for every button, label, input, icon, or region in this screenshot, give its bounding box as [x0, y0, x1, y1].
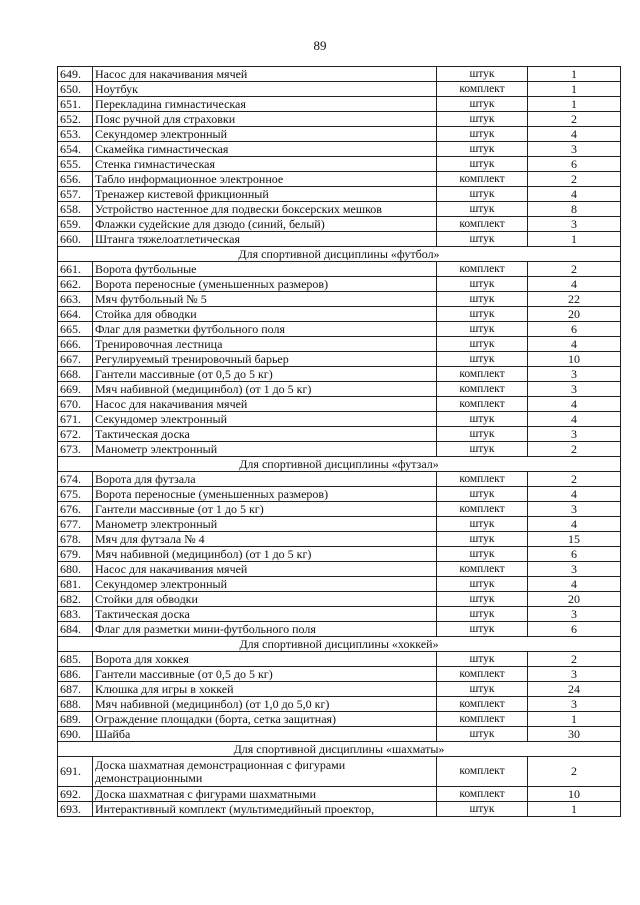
item-unit: комплект [437, 472, 528, 487]
item-unit: штук [437, 127, 528, 142]
item-name: Тренировочная лестница [93, 337, 437, 352]
item-unit: штук [437, 187, 528, 202]
table-row [58, 112, 621, 127]
item-unit: комплект [437, 367, 528, 382]
section-title: Для спортивной дисциплины «шахматы» [58, 742, 621, 757]
table-row [58, 442, 621, 457]
item-unit: штук [437, 682, 528, 697]
item-unit: штук [437, 427, 528, 442]
item-unit: штук [437, 607, 528, 622]
item-name: Гантели массивные (от 0,5 до 5 кг) [93, 367, 437, 382]
item-name: Тактическая доска [93, 427, 437, 442]
item-quantity: 3 [528, 667, 621, 682]
equipment-table [57, 66, 621, 817]
item-name: Ворота футбольные [93, 262, 437, 277]
item-name: Мяч набивной (медицинбол) (от 1,0 до 5,0 кг) [93, 697, 437, 712]
item-quantity: 4 [528, 277, 621, 292]
item-number: 691. [58, 757, 93, 787]
table-row [58, 127, 621, 142]
table-row [58, 97, 621, 112]
item-quantity: 6 [528, 322, 621, 337]
item-quantity: 3 [528, 382, 621, 397]
item-quantity: 4 [528, 487, 621, 502]
item-unit: штук [437, 592, 528, 607]
item-unit: штук [437, 142, 528, 157]
item-number: 686. [58, 667, 93, 682]
table-row [58, 502, 621, 517]
item-number: 692. [58, 787, 93, 802]
item-number: 667. [58, 352, 93, 367]
item-number: 672. [58, 427, 93, 442]
table-row [58, 292, 621, 307]
item-name: Секундомер электронный [93, 127, 437, 142]
item-quantity: 22 [528, 292, 621, 307]
item-number: 653. [58, 127, 93, 142]
table-row [58, 652, 621, 667]
item-name: Ворота для футзала [93, 472, 437, 487]
item-number: 687. [58, 682, 93, 697]
item-name: Флаг для разметки мини-футбольного поля [93, 622, 437, 637]
item-unit: штук [437, 112, 528, 127]
section-title: Для спортивной дисциплины «хоккей» [58, 637, 621, 652]
equipment-table-body [58, 67, 621, 817]
item-number: 652. [58, 112, 93, 127]
table-row [58, 667, 621, 682]
item-number: 650. [58, 82, 93, 97]
item-quantity: 1 [528, 712, 621, 727]
table-row [58, 157, 621, 172]
item-name: Секундомер электронный [93, 412, 437, 427]
item-unit: комплект [437, 667, 528, 682]
item-name: Тренажер кистевой фрикционный [93, 187, 437, 202]
item-number: 651. [58, 97, 93, 112]
item-unit: штук [437, 97, 528, 112]
table-row [58, 427, 621, 442]
item-name: Манометр электронный [93, 517, 437, 532]
item-unit: комплект [437, 502, 528, 517]
item-name: Табло информационное электронное [93, 172, 437, 187]
item-unit: штук [437, 232, 528, 247]
table-row [58, 307, 621, 322]
item-unit: штук [437, 292, 528, 307]
item-number: 685. [58, 652, 93, 667]
section-header-row [58, 457, 621, 472]
item-name: Насос для накачивания мячей [93, 67, 437, 82]
table-row [58, 517, 621, 532]
item-number: 680. [58, 562, 93, 577]
item-name: Пояс ручной для страховки [93, 112, 437, 127]
item-quantity: 1 [528, 97, 621, 112]
item-name: Регулируемый тренировочный барьер [93, 352, 437, 367]
item-unit: штук [437, 487, 528, 502]
item-unit: комплект [437, 82, 528, 97]
section-header-row [58, 742, 621, 757]
item-unit: штук [437, 322, 528, 337]
table-row [58, 487, 621, 502]
table-row [58, 547, 621, 562]
item-quantity: 3 [528, 427, 621, 442]
item-quantity: 4 [528, 187, 621, 202]
item-quantity: 3 [528, 502, 621, 517]
item-quantity: 6 [528, 547, 621, 562]
table-row [58, 172, 621, 187]
table-row [58, 202, 621, 217]
item-number: 661. [58, 262, 93, 277]
item-quantity: 1 [528, 802, 621, 817]
item-quantity: 3 [528, 217, 621, 232]
table-row [58, 802, 621, 817]
item-quantity: 2 [528, 112, 621, 127]
item-number: 690. [58, 727, 93, 742]
item-quantity: 2 [528, 757, 621, 787]
item-name: Ограждение площадки (борта, сетка защитная) [93, 712, 437, 727]
section-header-row [58, 637, 621, 652]
item-quantity: 6 [528, 157, 621, 172]
item-name: Мяч футбольный № 5 [93, 292, 437, 307]
item-quantity: 6 [528, 622, 621, 637]
item-unit: штук [437, 577, 528, 592]
item-quantity: 4 [528, 577, 621, 592]
item-number: 670. [58, 397, 93, 412]
item-number: 683. [58, 607, 93, 622]
item-quantity: 30 [528, 727, 621, 742]
item-unit: штук [437, 337, 528, 352]
table-row [58, 217, 621, 232]
item-quantity: 3 [528, 697, 621, 712]
item-name: Стойка для обводки [93, 307, 437, 322]
section-header-row [58, 247, 621, 262]
item-name: Штанга тяжелоатлетическая [93, 232, 437, 247]
item-number: 649. [58, 67, 93, 82]
item-number: 678. [58, 532, 93, 547]
item-name: Доска шахматная демонстрационная с фигурами демонстрационными [93, 757, 437, 787]
item-unit: штук [437, 547, 528, 562]
item-number: 671. [58, 412, 93, 427]
item-unit: комплект [437, 757, 528, 787]
item-quantity: 2 [528, 472, 621, 487]
table-row [58, 697, 621, 712]
item-unit: комплект [437, 217, 528, 232]
item-number: 663. [58, 292, 93, 307]
item-unit: штук [437, 202, 528, 217]
item-quantity: 15 [528, 532, 621, 547]
item-quantity: 2 [528, 442, 621, 457]
item-quantity: 3 [528, 607, 621, 622]
table-row [58, 787, 621, 802]
table-row [58, 472, 621, 487]
item-unit: штук [437, 157, 528, 172]
item-name: Интерактивный комплект (мультимедийный проектор, [93, 802, 437, 817]
item-unit: штук [437, 517, 528, 532]
item-unit: штук [437, 307, 528, 322]
item-name: Ноутбук [93, 82, 437, 97]
item-number: 666. [58, 337, 93, 352]
item-number: 659. [58, 217, 93, 232]
item-quantity: 2 [528, 262, 621, 277]
item-unit: комплект [437, 172, 528, 187]
item-number: 674. [58, 472, 93, 487]
table-row [58, 577, 621, 592]
section-title: Для спортивной дисциплины «футбол» [58, 247, 621, 262]
item-name: Стойки для обводки [93, 592, 437, 607]
table-row [58, 757, 621, 787]
item-quantity: 3 [528, 142, 621, 157]
item-number: 688. [58, 697, 93, 712]
item-number: 693. [58, 802, 93, 817]
item-quantity: 24 [528, 682, 621, 697]
item-name: Клюшка для игры в хоккей [93, 682, 437, 697]
item-name: Ворота переносные (уменьшенных размеров) [93, 487, 437, 502]
item-unit: штук [437, 727, 528, 742]
item-name: Насос для накачивания мячей [93, 562, 437, 577]
item-number: 676. [58, 502, 93, 517]
table-row [58, 622, 621, 637]
item-quantity: 3 [528, 367, 621, 382]
item-number: 654. [58, 142, 93, 157]
item-name: Мяч набивной (медицинбол) (от 1 до 5 кг) [93, 547, 437, 562]
item-number: 682. [58, 592, 93, 607]
item-name: Доска шахматная с фигурами шахматными [93, 787, 437, 802]
item-name: Гантели массивные (от 1 до 5 кг) [93, 502, 437, 517]
item-name: Шайба [93, 727, 437, 742]
item-quantity: 1 [528, 82, 621, 97]
item-unit: комплект [437, 262, 528, 277]
item-quantity: 10 [528, 352, 621, 367]
table-row [58, 367, 621, 382]
table-row [58, 607, 621, 622]
item-quantity: 4 [528, 337, 621, 352]
item-unit: комплект [437, 787, 528, 802]
item-unit: комплект [437, 562, 528, 577]
item-unit: штук [437, 442, 528, 457]
table-row [58, 232, 621, 247]
item-name: Мяч набивной (медицинбол) (от 1 до 5 кг) [93, 382, 437, 397]
item-quantity: 4 [528, 397, 621, 412]
table-row [58, 562, 621, 577]
item-number: 665. [58, 322, 93, 337]
item-unit: штук [437, 67, 528, 82]
item-unit: комплект [437, 697, 528, 712]
section-title: Для спортивной дисциплины «футзал» [58, 457, 621, 472]
item-unit: штук [437, 622, 528, 637]
table-row [58, 382, 621, 397]
item-name: Насос для накачивания мячей [93, 397, 437, 412]
item-unit: штук [437, 652, 528, 667]
item-unit: комплект [437, 712, 528, 727]
item-name: Мяч для футзала № 4 [93, 532, 437, 547]
table-row [58, 682, 621, 697]
item-name: Манометр электронный [93, 442, 437, 457]
item-number: 684. [58, 622, 93, 637]
item-name: Устройство настенное для подвески боксерских мешков [93, 202, 437, 217]
table-row [58, 187, 621, 202]
item-quantity: 4 [528, 412, 621, 427]
item-number: 655. [58, 157, 93, 172]
table-row [58, 67, 621, 82]
item-number: 673. [58, 442, 93, 457]
item-quantity: 10 [528, 787, 621, 802]
item-name: Перекладина гимнастическая [93, 97, 437, 112]
item-number: 675. [58, 487, 93, 502]
item-unit: штук [437, 352, 528, 367]
item-quantity: 2 [528, 652, 621, 667]
table-row [58, 727, 621, 742]
item-quantity: 3 [528, 562, 621, 577]
table-row [58, 322, 621, 337]
item-name: Ворота для хоккея [93, 652, 437, 667]
item-name: Тактическая доска [93, 607, 437, 622]
table-row [58, 592, 621, 607]
item-number: 657. [58, 187, 93, 202]
table-row [58, 532, 621, 547]
item-name: Скамейка гимнастическая [93, 142, 437, 157]
item-quantity: 1 [528, 232, 621, 247]
table-row [58, 142, 621, 157]
item-number: 681. [58, 577, 93, 592]
table-row [58, 412, 621, 427]
item-number: 664. [58, 307, 93, 322]
item-name: Флажки судейские для дзюдо (синий, белый) [93, 217, 437, 232]
item-number: 677. [58, 517, 93, 532]
item-number: 689. [58, 712, 93, 727]
item-unit: штук [437, 532, 528, 547]
item-number: 668. [58, 367, 93, 382]
item-name: Секундомер электронный [93, 577, 437, 592]
item-quantity: 1 [528, 67, 621, 82]
item-unit: комплект [437, 397, 528, 412]
table-row [58, 277, 621, 292]
item-quantity: 4 [528, 127, 621, 142]
table-row [58, 397, 621, 412]
item-number: 669. [58, 382, 93, 397]
item-unit: штук [437, 277, 528, 292]
table-row [58, 262, 621, 277]
table-row [58, 712, 621, 727]
item-number: 662. [58, 277, 93, 292]
item-number: 656. [58, 172, 93, 187]
item-quantity: 2 [528, 172, 621, 187]
item-name: Ворота переносные (уменьшенных размеров) [93, 277, 437, 292]
item-quantity: 20 [528, 307, 621, 322]
item-quantity: 4 [528, 517, 621, 532]
item-number: 660. [58, 232, 93, 247]
item-name: Стенка гимнастическая [93, 157, 437, 172]
item-number: 679. [58, 547, 93, 562]
page-number: 89 [313, 38, 327, 53]
item-unit: штук [437, 412, 528, 427]
item-name: Гантели массивные (от 0,5 до 5 кг) [93, 667, 437, 682]
table-row [58, 352, 621, 367]
item-unit: штук [437, 802, 528, 817]
item-quantity: 20 [528, 592, 621, 607]
item-unit: комплект [437, 382, 528, 397]
table-row [58, 337, 621, 352]
table-row [58, 82, 621, 97]
item-quantity: 8 [528, 202, 621, 217]
item-name: Флаг для разметки футбольного поля [93, 322, 437, 337]
item-number: 658. [58, 202, 93, 217]
